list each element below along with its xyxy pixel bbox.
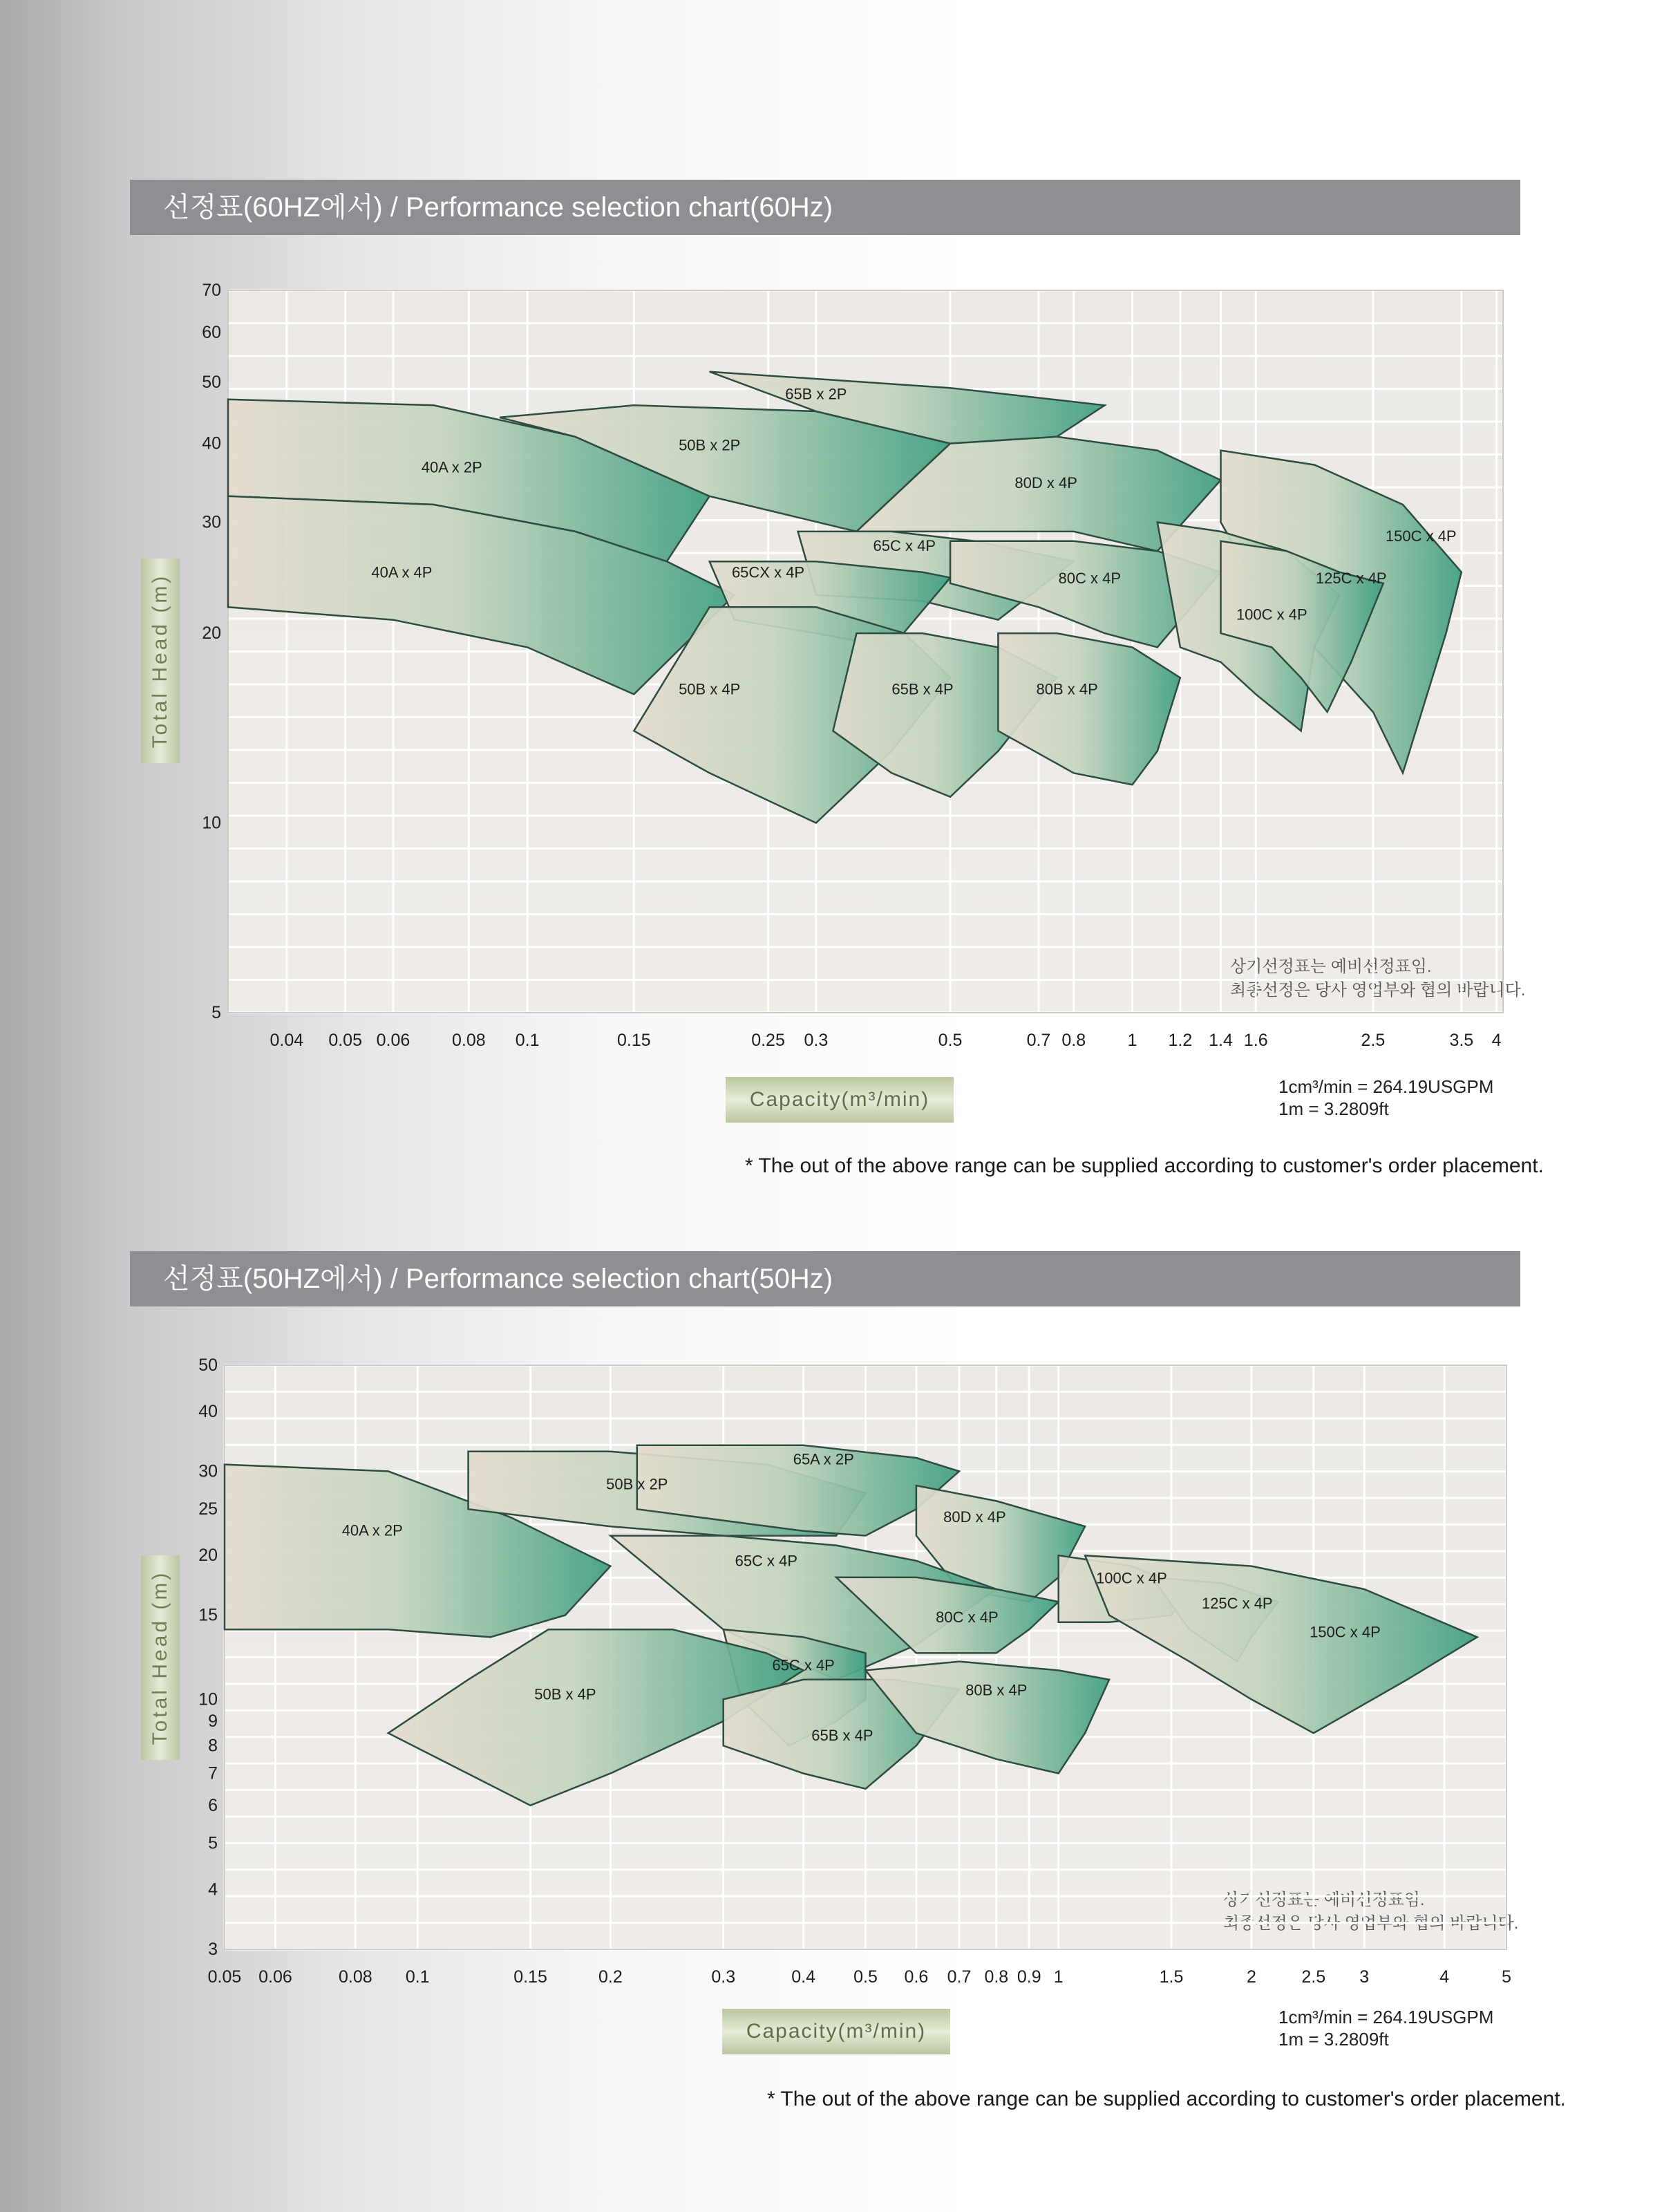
pump-region-label: 80D x 4P — [943, 1508, 1006, 1526]
pump-region-label: 50B x 2P — [606, 1475, 668, 1493]
y-tick-label: 70 — [202, 281, 221, 300]
notice-line-2: 최종선정은 당사 영업부와 협의 바랍니다. — [1230, 981, 1526, 1000]
x-tick-label: 0.08 — [338, 1967, 372, 1987]
y-tick-label: 20 — [202, 624, 221, 644]
pump-region-label: 65C x 4P — [873, 537, 936, 555]
y-tick-label: 50 — [198, 1356, 218, 1375]
pump-region-label: 50B x 2P — [679, 436, 741, 454]
footnote-50hz: * The out of the above range can be supplied according to customer's order placement. — [767, 2088, 1566, 2110]
pump-region-label: 40A x 4P — [371, 563, 433, 581]
x-tick-label: 0.5 — [853, 1967, 878, 1987]
x-tick-label: 0.3 — [804, 1031, 829, 1050]
x-tick-label: 0.06 — [258, 1967, 292, 1987]
x-tick-label: 2.5 — [1301, 1967, 1326, 1987]
x-tick-label: 0.08 — [452, 1031, 486, 1050]
x-tick-label: 0.06 — [376, 1031, 410, 1050]
x-tick-label: 0.4 — [791, 1967, 815, 1987]
y-tick-label: 40 — [198, 1402, 218, 1422]
x-tick-label: 0.25 — [751, 1031, 785, 1050]
x-tick-label: 1.4 — [1209, 1031, 1233, 1050]
chart-50hz — [198, 1356, 1511, 1987]
y-tick-label: 30 — [198, 1461, 218, 1481]
pump-region-label: 150C x 4P — [1310, 1623, 1381, 1641]
chart-60hz — [202, 281, 1503, 1050]
x-tick-label: 0.9 — [1017, 1967, 1041, 1987]
pump-region-label: 100C x 4P — [1096, 1569, 1167, 1587]
pump-region-label: 80B x 4P — [1036, 680, 1098, 698]
pump-region-label: 125C x 4P — [1201, 1594, 1273, 1612]
x-tick-label: 1.2 — [1168, 1031, 1193, 1050]
conversion-ft: 1m = 3.2809ft — [1278, 2029, 1389, 2050]
x-tick-label: 1 — [1127, 1031, 1137, 1050]
x-tick-label: 0.05 — [328, 1031, 363, 1050]
x-tick-label: 5 — [1502, 1967, 1511, 1987]
x-tick-label: 0.15 — [616, 1031, 651, 1050]
x-tick-label: 4 — [1491, 1031, 1502, 1050]
y-axis-label-50hz: Total Head (m) — [141, 1555, 180, 1760]
y-tick-label: 7 — [208, 1763, 218, 1783]
pump-region-label: 80C x 4P — [1058, 569, 1122, 587]
pump-region-label: 65B x 4P — [891, 680, 954, 698]
conversion-ft: 1m = 3.2809ft — [1278, 1098, 1389, 1119]
pump-region-label: 65C x 4P — [772, 1656, 835, 1674]
x-tick-label: 0.8 — [984, 1967, 1009, 1987]
pump-region-label: 40A x 2P — [341, 1521, 403, 1539]
x-tick-label: 1.6 — [1243, 1031, 1268, 1050]
x-tick-label: 3 — [1359, 1967, 1370, 1987]
x-tick-label: 0.04 — [270, 1031, 304, 1050]
x-tick-label: 0.8 — [1061, 1031, 1086, 1050]
y-tick-label: 6 — [208, 1795, 218, 1815]
pump-region — [998, 633, 1180, 785]
x-tick-label: 0.2 — [598, 1967, 623, 1987]
notice-line-1: 상기선정표는 예비선정표임. — [1230, 957, 1432, 976]
y-tick-label: 4 — [208, 1880, 218, 1900]
conversion-gpm: 1cm³/min = 264.19USGPM — [1278, 2007, 1494, 2027]
section-title-50hz: 선정표(50HZ에서) / Performance selection chart(50Hz) — [130, 1251, 1520, 1306]
y-tick-label: 3 — [208, 1940, 218, 1959]
y-tick-label: 30 — [202, 512, 221, 532]
pump-region-label: 50B x 4P — [534, 1685, 596, 1703]
x-tick-label: 0.1 — [405, 1967, 430, 1987]
pump-region-label: 65B x 4P — [811, 1726, 873, 1744]
x-tick-label: 0.05 — [207, 1967, 242, 1987]
section-title-60hz: 선정표(60HZ에서) / Performance selection chart(60Hz) — [130, 180, 1520, 235]
x-tick-label: 0.1 — [515, 1031, 540, 1050]
y-tick-label: 10 — [198, 1689, 218, 1709]
pump-region-label: 80C x 4P — [936, 1608, 999, 1626]
notice-line-2: 최종선정은 당사 영업부와 협의 바랍니다. — [1223, 1914, 1519, 1933]
y-tick-label: 8 — [208, 1736, 218, 1756]
y-tick-label: 40 — [202, 433, 221, 453]
y-tick-label: 5 — [208, 1833, 218, 1853]
pump-region-label: 40A x 2P — [421, 458, 482, 476]
x-tick-label: 0.6 — [904, 1967, 929, 1987]
x-tick-label: 1.5 — [1159, 1967, 1184, 1987]
pump-region-label: 65B x 2P — [785, 385, 847, 403]
x-tick-label: 4 — [1439, 1967, 1450, 1987]
x-tick-label: 1 — [1053, 1967, 1064, 1987]
y-tick-label: 50 — [202, 373, 221, 393]
pump-region-label: 150C x 4P — [1385, 527, 1457, 545]
x-axis-label-60hz: Capacity(m³/min) — [726, 1077, 954, 1123]
pump-region-label: 65C x 4P — [735, 1552, 798, 1570]
y-tick-label: 20 — [198, 1546, 218, 1566]
y-axis-label-60hz: Total Head (m) — [141, 559, 180, 763]
x-tick-label: 0.7 — [1026, 1031, 1051, 1050]
x-tick-label: 3.5 — [1449, 1031, 1474, 1050]
x-tick-label: 0.3 — [711, 1967, 736, 1987]
x-tick-label: 0.5 — [938, 1031, 963, 1050]
pump-region-label: 80D x 4P — [1014, 474, 1077, 491]
pump-region-label: 80B x 4P — [965, 1681, 1028, 1699]
x-tick-label: 2.5 — [1361, 1031, 1386, 1050]
x-tick-label: 0.15 — [513, 1967, 547, 1987]
pump-region-label: 65A x 2P — [793, 1450, 854, 1468]
pump-region-label: 65CX x 4P — [731, 563, 805, 581]
pump-region-label: 125C x 4P — [1315, 569, 1387, 587]
notice-line-1: 상기선정표는 예비선정표임. — [1223, 1891, 1425, 1909]
y-tick-label: 25 — [198, 1499, 218, 1519]
pump-region-label: 50B x 4P — [679, 680, 741, 698]
y-tick-label: 5 — [211, 1003, 221, 1022]
x-tick-label: 2 — [1246, 1967, 1256, 1987]
y-tick-label: 15 — [198, 1605, 218, 1625]
footnote-60hz: * The out of the above range can be supplied according to customer's order placement. — [745, 1154, 1544, 1177]
pump-region-label: 100C x 4P — [1236, 606, 1307, 624]
conversion-gpm: 1cm³/min = 264.19USGPM — [1278, 1076, 1494, 1097]
y-tick-label: 10 — [202, 813, 221, 833]
x-tick-label: 0.7 — [947, 1967, 972, 1987]
y-tick-label: 9 — [208, 1712, 218, 1732]
y-tick-label: 60 — [202, 323, 221, 343]
x-axis-label-50hz: Capacity(m³/min) — [722, 2009, 950, 2054]
